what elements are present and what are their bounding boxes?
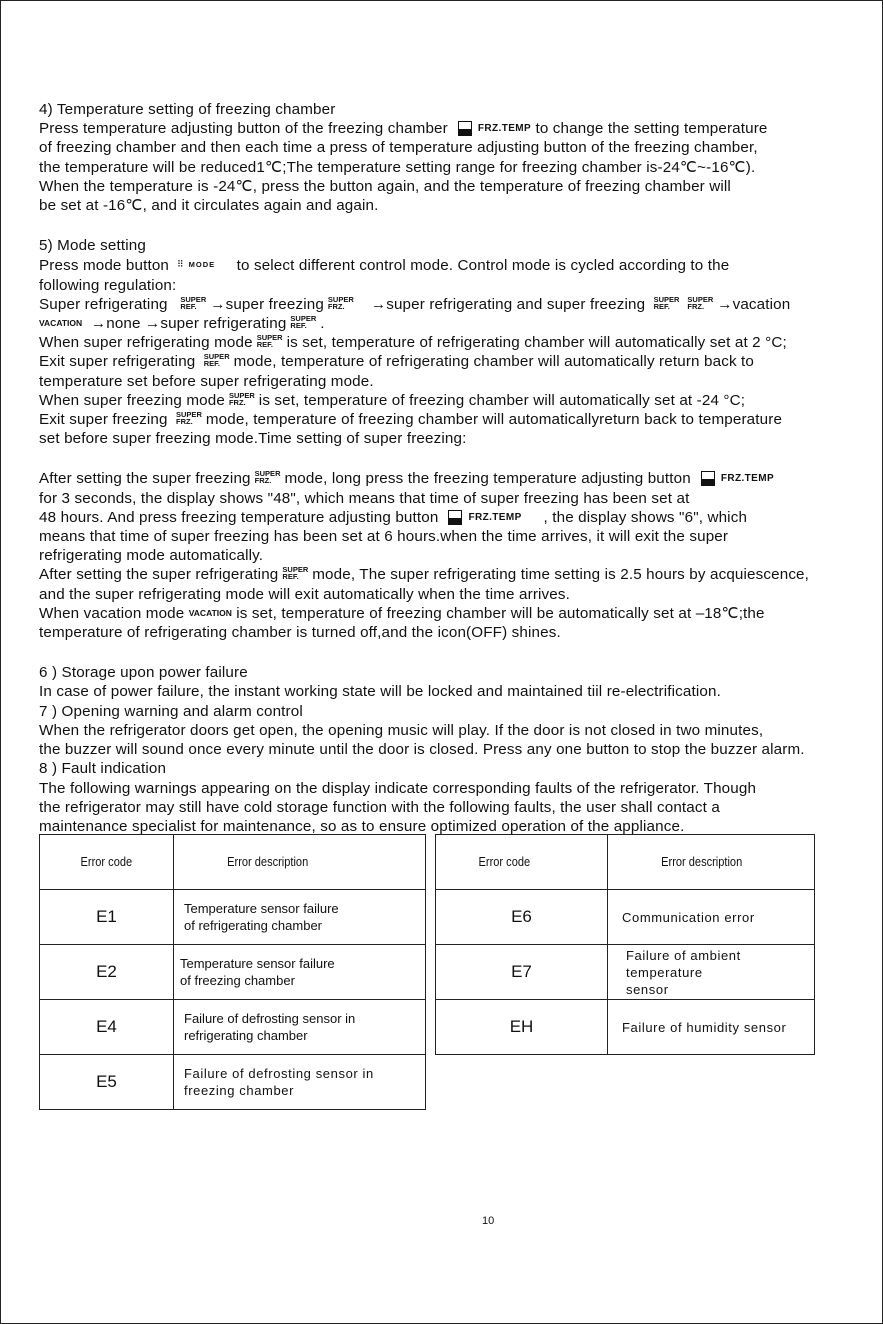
error-code: E2 [40,945,174,1000]
vacation-icon: VACATION [39,318,83,329]
text: When super freezing mode [39,391,225,409]
super-frz-icon [687,296,713,310]
super-frz-icon [176,411,202,425]
sym-text: SUPER [254,469,281,479]
super-ref-icon [282,566,308,580]
sym-text: FRZ. [254,476,272,486]
section-5-line [39,352,881,371]
text: After setting the super freezing [39,470,251,488]
table-row [436,890,815,945]
desc-line: of refrigerating chamber [184,918,323,933]
text: Exit super freezing [39,411,168,429]
frz-temp-button-icon [458,121,472,136]
sym-text: SUPER [290,314,317,324]
mode-button-icon: ⠿ MODE [177,259,216,270]
super-ref-icon [204,353,230,367]
mode-label: MODE [188,260,216,270]
desc-line: of freezing chamber [180,973,295,988]
text: Super refrigerating [39,295,168,313]
section-4 [39,100,881,215]
section-5-line [39,391,881,410]
frz-temp-label: FRZ.TEMP [477,123,532,135]
text: mode, temperature of freezing chamber will automaticallyreturn back to temperature [205,411,783,429]
sym-text: SUPER [180,294,207,304]
section-5-line: temperature set before super refrigerating mode. [39,372,374,390]
super-ref-icon [180,296,206,310]
section-5-heading: 5) Mode setting [39,237,146,255]
text: , the display shows "6", which [543,508,748,526]
section-7-line: When the refrigerator doors get open, the opening music will play. If the door is not closed in two minutes, [39,721,764,739]
super-frz-icon [255,470,281,484]
sym-text: SUPER [687,294,714,304]
table-row [40,890,426,945]
section-8-line: the refrigerator may still have cold storage function with the following faults, the user shall contact a [39,798,720,816]
text: . [320,315,325,333]
error-description [174,1000,426,1055]
error-description [608,945,815,1000]
error-description [608,890,815,945]
super-ref-icon [290,315,316,329]
section-5-line [39,469,881,488]
error-code-header: Error code [80,854,133,869]
error-description [174,1055,426,1110]
text: →none →super refrigerating [90,315,287,333]
table-row [436,945,815,1000]
text: →vacation [717,295,791,313]
vacation-icon: VACATION [188,607,232,618]
error-code-header: Error code [478,854,531,869]
section-5-line [39,565,881,584]
text: mode, The super refrigerating time setting is 2.5 hours by acquiescence, [312,566,810,584]
text: to change the setting temperature [535,120,768,138]
section-6 [39,663,881,701]
section-4-line [39,119,881,138]
section-7-line: the buzzer will sound once every minute until the door is closed. Press any one button to stop the buzzer alarm. [39,741,805,759]
text: 48 hours. And press freezing temperature adjusting button [39,508,439,526]
frz-temp-button-icon [701,471,715,486]
table-row [40,1000,426,1055]
error-code: E4 [40,1000,174,1055]
text: to select different control mode. Control mode is cycled according to the [236,257,730,275]
section-5-line [39,410,881,429]
text: is set, temperature of freezing chamber will be automatically set at –18℃;the [236,604,765,622]
sym-text: SUPER [176,410,202,420]
text: →super refrigerating and super freezing [370,295,646,313]
text: mode, long press the freezing temperature adjusting button [284,470,691,488]
error-description [174,945,426,1000]
desc-line: Communication error [622,909,755,925]
section-6-heading: 6 ) Storage upon power failure [39,664,248,682]
section-4-line: of freezing chamber and then each time a press of temperature adjusting button of the freezing chamber, [39,139,758,157]
error-code: E6 [436,890,608,945]
super-ref-icon [654,296,680,310]
section-8 [39,759,881,836]
sym-text: REF. [180,301,197,311]
error-description [174,890,426,945]
section-6-line: In case of power failure, the instant working state will be locked and maintained tiil re-electrification. [39,683,721,701]
error-code: E5 [40,1055,174,1110]
sym-text: SUPER [327,294,354,304]
frz-temp-label: FRZ.TEMP [468,511,522,523]
sym-text: FRZ. [687,301,705,311]
manual-text [39,100,881,836]
sym-text: SUPER [256,333,283,343]
sym-text: FRZ. [176,417,193,427]
text: Exit super refrigerating [39,353,196,371]
text: is set, temperature of freezing chamber will automatically set at -24 °C; [258,391,746,409]
section-8-line: The following warnings appearing on the display indicate corresponding faults of the refrigerator. Though [39,779,757,797]
text: is set, temperature of refrigerating chamber will automatically set at 2 °C; [286,334,787,352]
section-5-line: for 3 seconds, the display shows "48", which means that time of super freezing has been set at [39,489,690,507]
section-5-line: set before super freezing mode.Time setting of super freezing: [39,430,467,448]
sym-text: REF. [653,301,670,311]
super-frz-icon [328,296,354,310]
super-ref-icon [257,334,283,348]
sym-text: REF. [203,359,221,369]
header-cell [174,835,426,890]
sym-text: SUPER [653,294,680,304]
sym-text: REF. [282,572,299,582]
frz-temp-button-icon [448,510,462,525]
header-cell [608,835,815,890]
error-table-right [435,834,815,1055]
error-code: EH [436,1000,608,1055]
text: mode, temperature of refrigerating chamber will automatically return back to [233,353,755,371]
desc-line: Failure of defrosting sensor in [184,1011,356,1026]
text: →super freezing [210,295,324,313]
section-5 [39,236,881,642]
sym-text: REF. [256,340,273,350]
section-4-line: be set at -16℃, and it circulates again and again. [39,197,379,215]
desc-line: Temperature sensor failure [184,901,339,916]
section-5-line [39,508,881,527]
section-5-line: following regulation: [39,276,177,294]
super-frz-icon [229,392,255,406]
error-description-header: Error description [661,854,743,869]
error-code: E7 [436,945,608,1000]
section-5-line: and the super refrigerating mode will exit automatically when the time arrives. [39,585,570,603]
header-cell [436,835,608,890]
sym-text: SUPER [282,565,309,575]
sym-text: SUPER [203,352,230,362]
error-description [608,1000,815,1055]
section-8-line: maintenance specialist for maintenance, so as to ensure optimized operation of the appliance. [39,817,685,835]
section-8-heading: 8 ) Fault indication [39,760,167,778]
section-4-line: the temperature will be reduced1℃;The temperature setting range for freezing chamber is-24℃~-16℃). [39,158,756,176]
sym-text: REF. [290,321,307,331]
section-7 [39,702,881,760]
desc-line: Failure of humidity sensor [622,1019,787,1035]
sym-text: FRZ. [228,397,246,407]
text: After setting the super refrigerating [39,566,279,584]
section-5-line [39,604,881,623]
section-5-line: temperature of refrigerating chamber is turned off,and the icon(OFF) shines. [39,624,561,642]
header-cell [40,835,174,890]
error-code: E1 [40,890,174,945]
sym-text: FRZ. [327,301,345,311]
section-5-line [39,314,881,333]
sym-text: SUPER [228,390,255,400]
section-5-line [39,255,881,275]
desc-line: sensor [626,981,669,997]
table-row [40,1055,426,1110]
table-row [40,945,426,1000]
text: Press temperature adjusting button of the freezing chamber [39,120,448,138]
error-table-left [39,834,426,1110]
text: Press mode button [39,257,170,275]
section-5-line [39,333,881,352]
frz-temp-label: FRZ.TEMP [720,473,775,485]
section-4-heading: 4) Temperature setting of freezing chamber [39,101,336,118]
desc-line: Temperature sensor failure [180,956,335,971]
section-5-line: refrigerating mode automatically. [39,547,264,565]
text: When vacation mode [39,604,185,622]
section-4-line: When the temperature is -24℃, press the button again, and the temperature of freezing chamber will [39,177,731,195]
text: When super refrigerating mode [39,334,253,352]
section-5-line [39,295,881,314]
error-description-header: Error description [227,854,309,869]
section-5-line: means that time of super freezing has been set at 6 hours.when the time arrives, it will exit the super [39,528,729,546]
desc-line: Failure of defrosting sensor in [184,1066,374,1081]
page-number: 10 [482,1215,495,1227]
desc-line: refrigerating chamber [184,1028,308,1043]
section-7-heading: 7 ) Opening warning and alarm control [39,702,303,720]
table-row [436,1000,815,1055]
desc-line: freezing chamber [184,1083,295,1098]
desc-line: Failure of ambient temperature [626,947,741,980]
